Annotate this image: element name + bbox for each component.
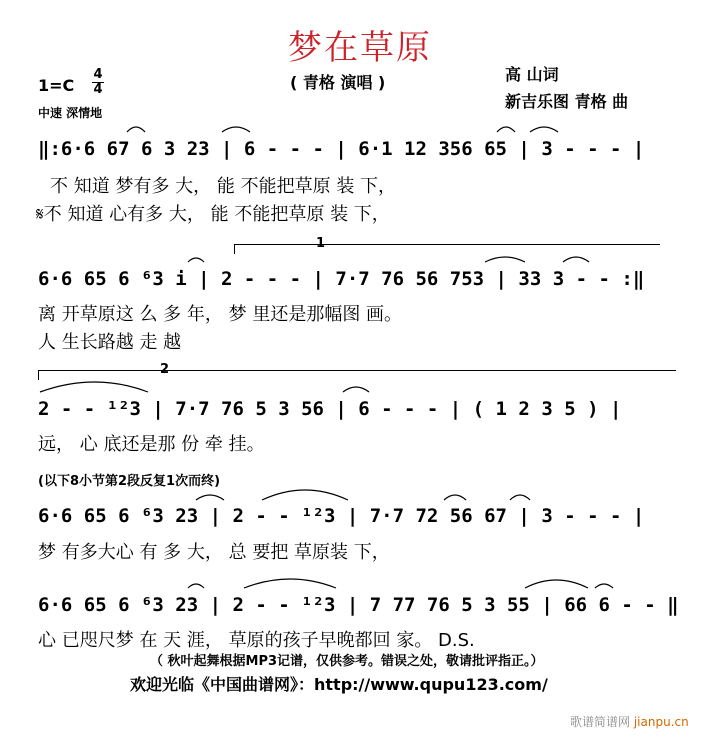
tempo-marking: 中速 深情地 [38,106,103,120]
score-line-2-lyrics-2: 人 生长路越 走 越 [38,332,182,353]
volta-label-1: 1 [316,236,326,251]
performer-subtitle: ( 青格 演唱 ) [290,73,386,92]
score-line-4-lyrics-1: 梦 有多大心 有 多 大， 总 要把 草原装 下， [38,542,390,563]
website-link[interactable]: 欢迎光临《中国曲谱网》：http://www.qupu123.com/ [130,675,548,694]
watermark-url: jianpu.cn [633,715,689,729]
meter-top: 4 [93,67,103,82]
score-line-3-lyrics-1: 远， 心 底还是那 份 牵 挂。 [38,434,265,455]
volta-label-2: 2 [160,362,170,377]
watermark-text: 歌谱简谱网 [570,715,631,729]
composer-credit: 新吉乐图 青格 曲 [505,92,629,111]
score-line-2-notes: 6·6 65 6 ⁶3 i | 2 - - - | 7·7 76 56 753 | 33 3 - - :‖ [38,268,645,290]
song-title: 梦在草原 [288,28,432,68]
score-line-1-lyrics-1: 不 知道 梦有多 大， 能 不能把草原 装 下， [50,176,397,197]
score-line-1-notes: ‖:6·6 67 6 3 23 | 6 - - - | 6·1 12 356 65 | 3 - - - | [38,138,645,160]
score-line-1-lyrics-2: 𝄋不 知道 心有多 大， 能 不能把草原 装 下， [36,204,390,225]
score-line-3-notes: 2 - - ¹²3 | 7·7 76 5 3 56 | 6 - - - | ( 1 2 3 5 ) | [38,398,622,420]
score-line-5-notes: 6·6 65 6 ⁶3 23 | 2 - - ¹²3 | 7 77 76 5 3 55 | 66 6 - - ‖ [38,594,679,616]
score-line-5-lyrics-1: 心 已咫尺梦 在 天 涯， 草原的孩子早晚都回 家。 D.S. [38,630,475,651]
key-signature: 1=C [38,76,75,95]
score-line-4-notes: 6·6 65 6 ⁶3 23 | 2 - - ¹²3 | 7·7 72 56 67 | 3 - - - | [38,505,645,527]
score-line-2-lyrics-1: 离 开草原这 么 多 年， 梦 里还是那幅图 画。 [38,304,403,325]
watermark [570,713,689,730]
transcription-note: （ 秋叶起舞根据MP3记谱，仅供参考。错误之处，敬请批评指正。） [150,654,544,669]
lyricist-credit: 高 山词 [505,65,559,84]
meter-bottom: 4 [93,82,103,97]
repeat-instruction: (以下8小节第2段反复1次而终) [38,474,221,489]
